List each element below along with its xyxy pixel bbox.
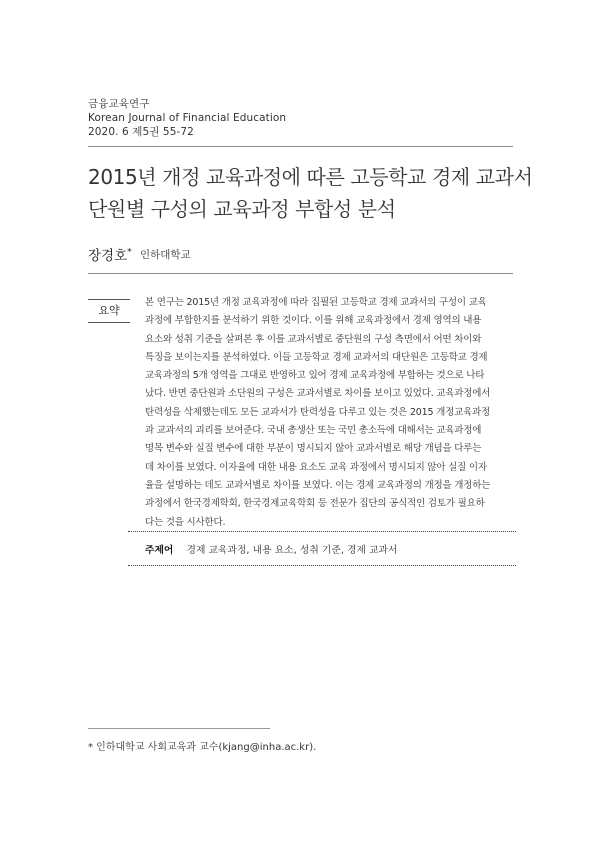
- journal-name-english: Korean Journal of Financial Education: [88, 112, 287, 124]
- keywords-label: 주제어: [145, 545, 174, 556]
- abstract-label: 요약: [88, 299, 130, 323]
- author-footnote-mark: *: [127, 247, 132, 258]
- author-footnote: * 인하대학교 사회교육과 교수(kjang@inha.ac.kr).: [88, 742, 317, 753]
- abstract-line: 과정에 부합한지를 분석하기 위한 것이다. 이를 위해 교육과정에서 경제 영역의 내용: [145, 315, 482, 327]
- title-line-2: 단원별 구성의 교육과정 부합성 분석: [88, 197, 396, 221]
- abstract-line: 율을 설명하는 데도 교과서별로 차이를 보였다. 이는 경제 교육과정의 개정을 개정하는: [145, 479, 491, 491]
- abstract-line: 과정에서 한국경제학회, 한국경제교육학회 등 전문가 집단의 공식적인 검토가 필요하: [145, 498, 485, 510]
- journal-issue: 2020. 6 제5권 55-72: [88, 126, 194, 138]
- abstract-line: 데 차이를 보였다. 이자율에 대한 내용 요소도 교육 과정에서 명시되지 않아 실질 이자: [145, 461, 487, 473]
- abstract-line: 명목 변수와 실질 변수에 대한 부분이 명시되지 않아 교과서별로 해당 개념을 다루는: [145, 443, 482, 455]
- footnote-divider: [88, 728, 270, 729]
- abstract-line: 특징을 보이는지를 분석하였다. 이들 고등학교 경제 교과서의 대단원은 고등학교 경제: [145, 351, 488, 363]
- journal-header: [88, 97, 508, 139]
- abstract-line: 과 교과서의 괴리를 보여준다. 국내 총생산 또는 국민 총소득에 대해서는 교육과정에: [145, 425, 482, 437]
- abstract-line: 본 연구는 2015년 개정 교육과정에 따라 집필된 고등학교 경제 교과서의 구성이 교육: [145, 297, 487, 308]
- abstract-line: 탄력성을 삭제했는데도 모든 교과서가 탄력성을 다루고 있는 것은 2015 개정교육과정: [145, 406, 490, 418]
- abstract-line: 요소와 성취 기준을 살펴본 후 이를 교과서별로 중단원의 구성 측면에서 어떤 차이와: [145, 333, 482, 345]
- keywords-bottom-dotted-rule: [128, 565, 516, 566]
- abstract-body: [145, 294, 515, 532]
- journal-name-korean: 금융교육연구: [88, 98, 150, 110]
- keywords-row: [145, 542, 515, 556]
- author-row: [88, 244, 513, 264]
- paper-title: [88, 161, 533, 225]
- author-affiliation: 인하대학교: [140, 249, 191, 261]
- author-name-text: 장경호: [88, 248, 128, 264]
- top-divider: [88, 146, 513, 147]
- author-name: [88, 248, 132, 264]
- keywords-top-dotted-rule: [128, 531, 516, 532]
- abstract-line: 다는 것을 시사한다.: [145, 516, 226, 528]
- author-divider: [88, 273, 513, 274]
- abstract-line: 났다. 반면 중단원과 소단원의 구성은 교과서별로 차이를 보이고 있었다. 교육과정에서: [145, 388, 491, 400]
- title-line-1: 2015년 개정 교육과정에 따른 고등학교 경제 교과서: [88, 165, 533, 189]
- keywords-text: 경제 교육과정, 내용 요소, 성취 기준, 경제 교과서: [186, 545, 398, 556]
- abstract-line: 교육과정의 5개 영역을 그대로 반영하고 있어 경제 교육과정에 부합하는 것으로 나타: [145, 370, 485, 382]
